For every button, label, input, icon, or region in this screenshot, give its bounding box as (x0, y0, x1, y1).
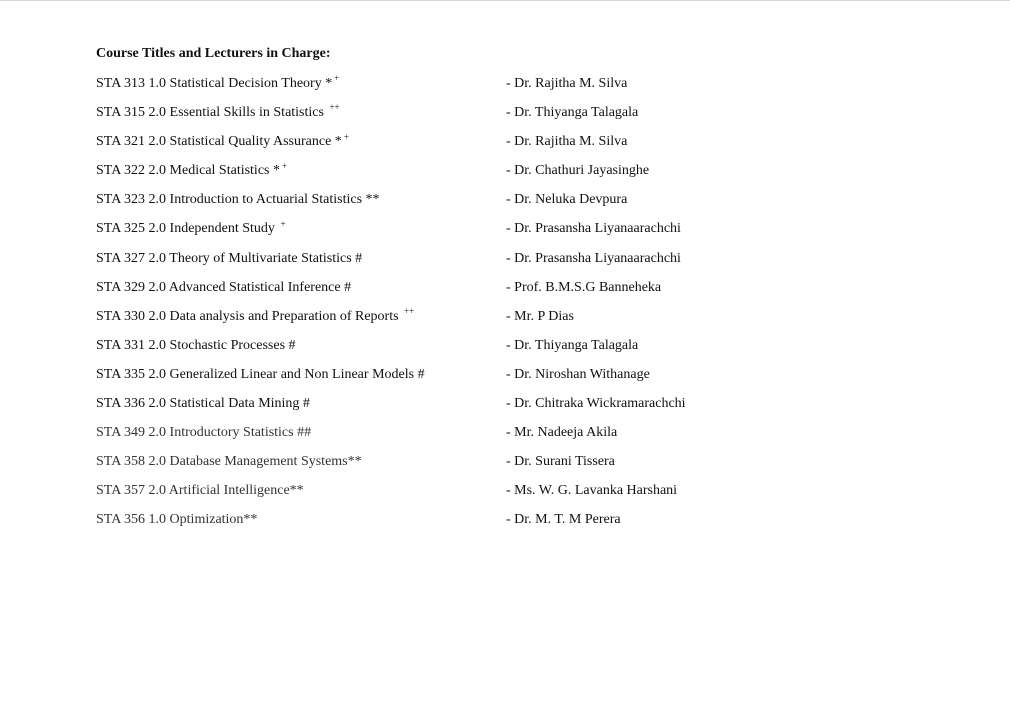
lecturer-name: - Prof. B.M.S.G Banneheka (506, 279, 662, 295)
lecturer-name: - Dr. Prasansha Liyanaarachchi (506, 221, 681, 237)
lecturer-name: - Dr. Chitraka Wickramarachchi (506, 396, 686, 412)
course-title (96, 453, 362, 471)
course-row (96, 366, 916, 395)
course-row (96, 482, 916, 511)
course-title (96, 220, 286, 238)
course-title-text: STA 315 2.0 Essential Skills in Statistics (96, 105, 328, 121)
course-title (96, 104, 340, 122)
course-title (96, 511, 257, 529)
course-title-text: STA 323 2.0 Introduction to Actuarial Statistics ** (96, 192, 380, 208)
course-title-text: STA 358 2.0 Database Management Systems** (96, 454, 362, 470)
course-title (96, 337, 296, 355)
course-row (96, 191, 916, 220)
course-title (96, 75, 339, 93)
course-row (96, 395, 916, 424)
lecturer-name: - Dr. Prasansha Liyanaarachchi (506, 250, 681, 266)
course-row (96, 250, 916, 279)
lecturer-name: - Dr. Chathuri Jayasinghe (506, 163, 650, 179)
section-heading: Course Titles and Lecturers in Charge: (96, 46, 331, 61)
course-title-text: STA 335 2.0 Generalized Linear and Non Linear Models # (96, 366, 425, 382)
course-row (96, 308, 916, 337)
lecturer-name: - Dr. Thiyanga Talagala (506, 337, 639, 353)
course-title-text: STA 313 1.0 Statistical Decision Theory * (96, 76, 333, 91)
lecturer-name: - Dr. Neluka Devpura (506, 192, 628, 208)
course-title (96, 366, 425, 384)
lecturer-name: - Mr. P Dias (506, 308, 574, 324)
document-page (96, 45, 916, 541)
course-title-text: STA 336 2.0 Statistical Data Mining # (96, 396, 310, 412)
course-title (96, 250, 362, 268)
course-title (96, 424, 311, 442)
course-title (96, 308, 414, 326)
lecturer-name: - Ms. W. G. Lavanka Harshani (506, 483, 678, 499)
lecturer-name: - Dr. Surani Tissera (506, 454, 615, 470)
course-title (96, 191, 380, 209)
course-title-text: STA 325 2.0 Independent Study (96, 221, 279, 237)
course-row (96, 279, 916, 308)
course-mark: + (343, 131, 349, 142)
course-title-text: STA 356 1.0 Optimization** (96, 512, 258, 528)
lecturer-name: - Dr. Rajitha M. Silva (506, 134, 628, 150)
course-row (96, 162, 916, 191)
course-row (96, 337, 916, 366)
course-row (96, 104, 916, 133)
course-title-text: STA 349 2.0 Introductory Statistics ## (96, 425, 312, 441)
course-mark: + (281, 160, 288, 171)
course-row (96, 453, 916, 482)
course-title-text: STA 321 2.0 Statistical Quality Assurance * (96, 134, 342, 150)
course-mark: ++ (329, 102, 340, 113)
course-mark: + (280, 218, 286, 229)
course-list (96, 75, 916, 541)
course-title (96, 162, 287, 180)
course-title (96, 395, 310, 413)
course-row (96, 424, 916, 453)
course-title-text: STA 327 2.0 Theory of Multivariate Statistics # (96, 250, 363, 266)
course-row (96, 133, 916, 162)
lecturer-name: - Mr. Nadeeja Akila (506, 425, 618, 441)
course-title-text: STA 329 2.0 Advanced Statistical Inference # (96, 279, 352, 295)
course-row (96, 511, 916, 540)
course-title-text: STA 331 2.0 Stochastic Processes # (96, 337, 296, 353)
course-title-text: STA 330 2.0 Data analysis and Preparation of Reports (96, 308, 403, 324)
lecturer-name: - Dr. Niroshan Withanage (506, 366, 650, 382)
lecturer-name: - Dr. Rajitha M. Silva (506, 76, 628, 91)
course-mark: + (334, 73, 340, 84)
course-title (96, 279, 351, 297)
course-title (96, 482, 304, 500)
page-top-border (0, 0, 1010, 1)
course-row (96, 220, 916, 249)
course-title-text: STA 357 2.0 Artificial Intelligence** (96, 483, 304, 499)
course-mark: ++ (404, 306, 415, 317)
lecturer-name: - Dr. Thiyanga Talagala (506, 105, 639, 121)
course-title (96, 133, 349, 151)
course-row (96, 75, 916, 104)
lecturer-name: - Dr. M. T. M Perera (506, 512, 621, 528)
course-title-text: STA 322 2.0 Medical Statistics * (96, 163, 280, 179)
